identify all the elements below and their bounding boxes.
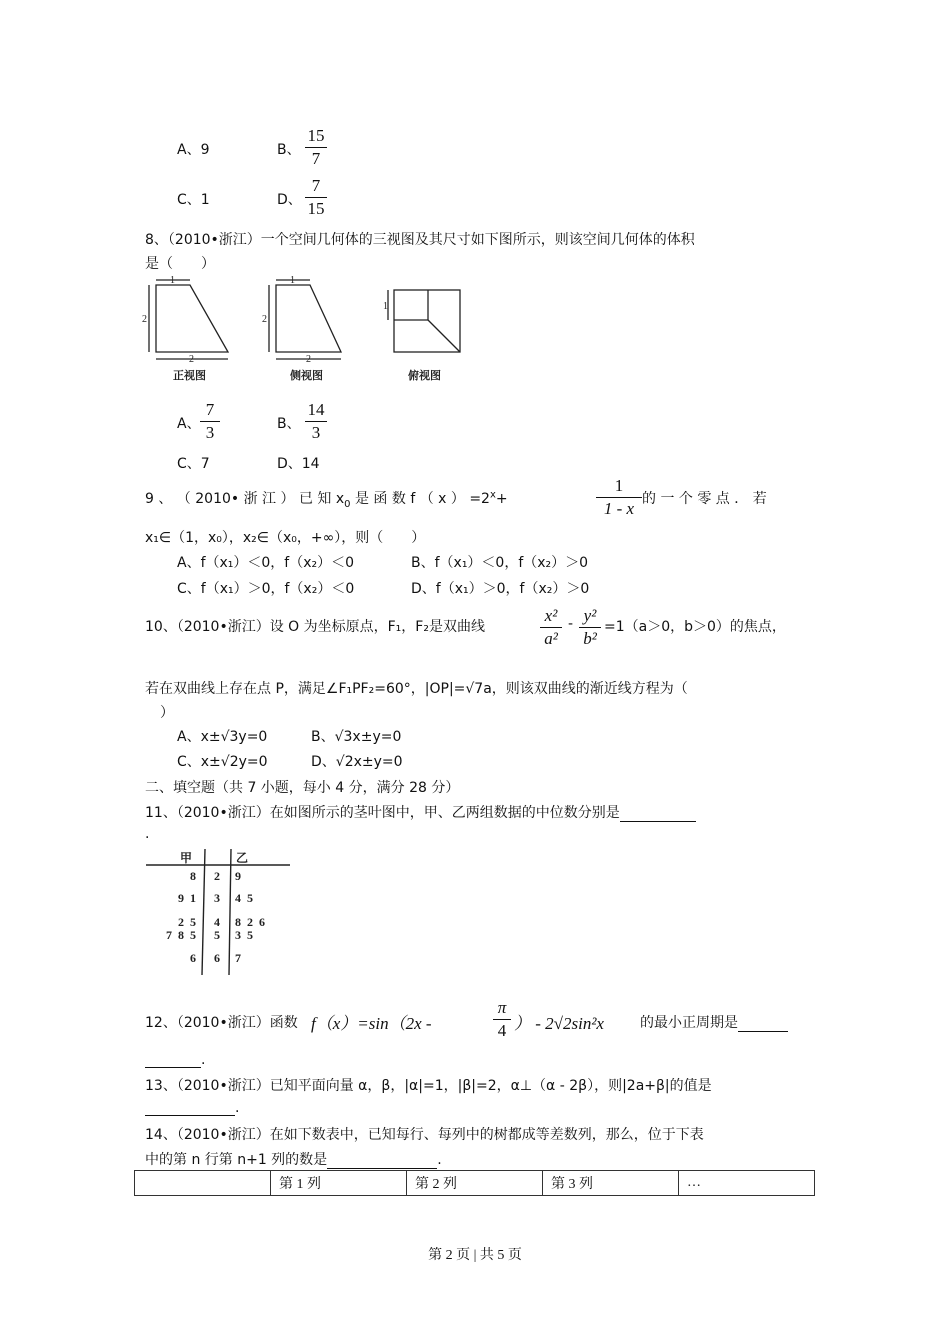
q8-stem-line2: 是（ ） bbox=[145, 256, 215, 272]
q13-stem: 13、（2010•浙江）已知平面向量 α，β，|α|=1，|β|=2，α⊥（α - 2β），则|2a+β|的值是 bbox=[145, 1078, 712, 1094]
q8-option-c: C、7 bbox=[177, 456, 210, 472]
q10-option-a: A、x±√3y=0 bbox=[177, 729, 268, 745]
number-table bbox=[134, 1170, 815, 1196]
q9-function-fraction: 1 1 - x bbox=[596, 476, 642, 519]
q10-stem-prefix: 10、（2010•浙江）设 O 为坐标原点，F₁，F₂是双曲线 bbox=[145, 619, 485, 635]
q12-answer-blank-2[interactable] bbox=[145, 1053, 201, 1068]
side-top-dim: 1 bbox=[290, 275, 295, 286]
q11-stem: 11、（2010•浙江）在如图所示的茎叶图中，甲、乙两组数据的中位数分别是 bbox=[145, 802, 696, 822]
table-header-cell: … bbox=[679, 1171, 815, 1196]
stem-leaf-row-right: 4 5 bbox=[235, 891, 253, 905]
q12-stem-prefix: 12、（2010•浙江）函数 bbox=[145, 1015, 298, 1031]
q8-option-a-fraction: 7 3 bbox=[200, 400, 220, 443]
table-header-cell: 第 2 列 bbox=[407, 1171, 543, 1196]
q10-option-b: B、√3x±y=0 bbox=[311, 729, 402, 745]
stem-leaf-row-right: 9 bbox=[235, 869, 241, 883]
front-view-shape bbox=[156, 285, 228, 352]
table-row bbox=[135, 1171, 815, 1196]
table-header-cell bbox=[135, 1171, 271, 1196]
stem-leaf-head-right: 乙 bbox=[236, 851, 249, 865]
stem-leaf-row-left: 6 bbox=[190, 951, 196, 965]
q12-function: f（x）=sin（2x - bbox=[311, 1014, 432, 1033]
q12-answer-blank-1[interactable] bbox=[738, 1017, 788, 1032]
stem-leaf-row-stem: 3 bbox=[214, 891, 220, 905]
front-view-label: 正视图 bbox=[173, 370, 206, 382]
stem-leaf-row-left: 2 5 bbox=[178, 915, 196, 929]
q9-stem-line1: 9 、 （ 2010• 浙 江 ） 已 知 $x_0$ 是 函 数 f （ x ） $=2^x+$ bbox=[145, 489, 508, 510]
q8-option-a-label: A、 bbox=[177, 416, 201, 432]
q9-stem-line2: x₁∈（1，x₀），x₂∈（x₀，+∞），则（ ） bbox=[145, 530, 426, 546]
q9-option-a: A、f（x₁）＜0，f（x₂）＜0 bbox=[177, 555, 355, 571]
q10-option-c: C、x±√2y=0 bbox=[177, 754, 268, 770]
q13-answer-line: . bbox=[145, 1100, 239, 1116]
three-views-figure bbox=[140, 275, 470, 385]
q12-pi-fraction: π 4 bbox=[493, 998, 511, 1041]
stem-leaf-head-left: 甲 bbox=[180, 851, 193, 865]
page-footer: 第 2 页 | 共 5 页 bbox=[428, 1248, 522, 1263]
stem-leaf-row-left: 8 bbox=[190, 869, 196, 883]
q11-answer-blank[interactable] bbox=[620, 807, 696, 822]
q8-option-d: D、14 bbox=[277, 456, 320, 472]
q10-fraction-y: y² b² bbox=[579, 606, 601, 649]
stem-leaf-row-right: 7 bbox=[235, 951, 241, 965]
q12-answer-line2: . bbox=[145, 1052, 205, 1068]
stem-leaf-row-right: 8 2 6 bbox=[235, 915, 265, 929]
q10-stem-line2: 若在双曲线上存在点 P，满足∠F₁PF₂=60°，|OP|=√7a，则该双曲线的渐近线方程为（ bbox=[145, 681, 688, 697]
table-header-cell: 第 1 列 bbox=[271, 1171, 407, 1196]
stem-leaf-row-stem: 6 bbox=[214, 951, 220, 965]
q12-function-tail: ） - 2√2sin²x bbox=[514, 1014, 604, 1033]
stem-leaf-row-stem: 2 bbox=[214, 869, 220, 883]
stem-leaf-row-right: 3 5 bbox=[235, 928, 253, 942]
q9-option-b: B、f（x₁）＜0，f（x₂）＞0 bbox=[411, 555, 589, 571]
q10-fraction-x: x² a² bbox=[540, 606, 562, 649]
stem-leaf-row-left: 7 8 5 bbox=[166, 928, 196, 942]
q11-period: . bbox=[145, 826, 150, 842]
q8-stem-line1: 8、（2010•浙江）一个空间几何体的三视图及其尺寸如下图所示，则该空间几何体的体积 bbox=[145, 232, 695, 248]
top-view-label: 俯视图 bbox=[408, 370, 441, 382]
table-header-cell: 第 3 列 bbox=[543, 1171, 679, 1196]
q7-option-b-fraction: 15 7 bbox=[305, 126, 327, 169]
q9-option-d: D、f（x₁）＞0，f（x₂）＞0 bbox=[411, 581, 590, 597]
q7-option-c: C、1 bbox=[177, 192, 210, 208]
q8-option-b-label: B、 bbox=[277, 416, 301, 432]
side-view-shape bbox=[276, 285, 341, 352]
side-view-label: 侧视图 bbox=[290, 370, 323, 382]
stem-leaf-row-stem: 4 bbox=[214, 915, 220, 929]
stem-leaf-row-stem: 5 bbox=[214, 928, 220, 942]
q14-stem-line1: 14、（2010•浙江）在如下数表中，已知每行、每列中的树都成等差数列，那么，位于下表 bbox=[145, 1127, 704, 1143]
q12-stem-suffix: 的最小正周期是 bbox=[640, 1012, 788, 1032]
front-left-dim: 2 bbox=[142, 314, 147, 325]
stem-leaf-row-left: 9 1 bbox=[178, 891, 196, 905]
q13-answer-blank[interactable] bbox=[145, 1101, 235, 1116]
side-bottom-dim: 2 bbox=[306, 354, 311, 365]
q8-option-b-fraction: 14 3 bbox=[305, 400, 327, 443]
q7-option-a: A、9 bbox=[177, 142, 210, 158]
front-bottom-dim: 2 bbox=[189, 354, 194, 365]
q10-stem-line3: ） bbox=[160, 705, 174, 721]
stem-leaf-plot bbox=[140, 845, 300, 980]
q7-option-d-label: D、 bbox=[277, 192, 302, 208]
q7-option-d-fraction: 7 15 bbox=[305, 176, 327, 219]
q10-minus: - bbox=[568, 616, 574, 632]
top-view-dim: 1 bbox=[383, 301, 388, 312]
q9-stem-suffix: 的 一 个 零 点 ． 若 bbox=[642, 491, 767, 507]
q10-option-d: D、√2x±y=0 bbox=[311, 754, 403, 770]
q14-answer-blank[interactable] bbox=[327, 1154, 437, 1169]
q14-stem-line2: 中的第 n 行第 n+1 列的数是 . bbox=[145, 1152, 442, 1168]
side-left-dim: 2 bbox=[262, 314, 267, 325]
q9-option-c: C、f（x₁）＞0，f（x₂）＜0 bbox=[177, 581, 355, 597]
section-2-title: 二、填空题（共 7 小题，每小 4 分，满分 28 分） bbox=[145, 780, 460, 796]
front-top-dim: 1 bbox=[170, 275, 175, 286]
q7-option-b-label: B、 bbox=[277, 142, 301, 158]
q10-stem-suffix: =1（a＞0，b＞0）的焦点， bbox=[604, 619, 786, 635]
